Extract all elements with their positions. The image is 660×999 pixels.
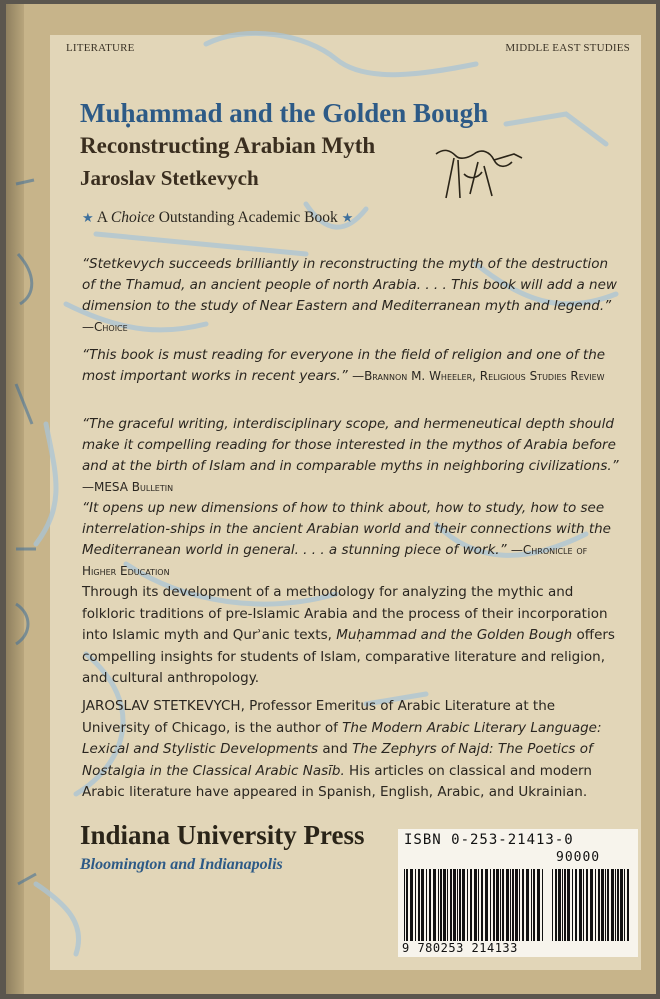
bio-book-title: The Zephyrs of Najd: The Poetics of Nostalgia in the Classical Arabic Nasīb. [82, 741, 593, 779]
barcode-bar [601, 869, 604, 941]
award-line [82, 209, 353, 227]
price-barcode-bars [552, 869, 630, 941]
barcode-bar [506, 869, 509, 941]
barcode-bar [490, 869, 491, 941]
barcode-bar [429, 869, 431, 941]
category-left: LITERATURE [66, 42, 135, 54]
category-right: MIDDLE EAST STUDIES [505, 42, 630, 54]
bio-text: His articles on classical and modern Arabic literature have appeared in Spanish, English, Arabic, and Ukrainian. [82, 762, 592, 800]
barcode-bar [453, 869, 456, 941]
barcode-bar [438, 869, 439, 941]
isbn-barcode [398, 829, 638, 957]
bio-text: JAROSLAV STETKEVYCH, Professor Emeritus of Arabic Literature at the University of Chicago, is the author of [82, 698, 556, 736]
barcode-bar [404, 869, 405, 941]
barcode-bar [595, 869, 596, 941]
barcode-bar [500, 869, 501, 941]
barcode-bar [564, 869, 566, 941]
quote-text: “It opens up new dimensions of how to think about, how to study, how to see interrelation-ships in the ancient Arabian world and their connections with the Mediterranean world in general. . . . a stunning piece of work.” [82, 500, 611, 558]
barcode-bar [470, 869, 472, 941]
barcode-bar [558, 869, 561, 941]
ean-text: 9 780253 214133 [402, 941, 518, 955]
award-suffix: Outstanding Academic Book [158, 209, 338, 226]
book-back-cover [6, 4, 656, 994]
quote-text: “Stetkevych succeeds brilliantly in reconstructing the myth of the destruction of the Thamud, an ancient people of north Arabia. . . . This book will add a new dimension to the study of Near Eastern and Mediterranean myth and legend.” [82, 256, 617, 314]
barcode-bar [457, 869, 458, 941]
barcode-bar [605, 869, 606, 941]
barcode-bar [562, 869, 563, 941]
barcode-bar [512, 869, 514, 941]
barcode-bar [510, 869, 511, 941]
award-prefix: A [96, 209, 108, 226]
quote-attribution: —MESA Bulletin [82, 480, 174, 494]
barcode-bar [481, 869, 483, 941]
barcode-bar [433, 869, 436, 941]
review-quote [82, 345, 622, 387]
publisher-cities: Bloomington and Indianapolis [80, 856, 283, 873]
barcode-bar [406, 869, 408, 941]
book-title: Muḥammad and the Golden Bough [80, 98, 489, 128]
barcode-bar [493, 869, 495, 941]
barcode-bar [421, 869, 424, 941]
barcode-bar [575, 869, 577, 941]
quote-text: “The graceful writing, interdisciplinary scope, and hermeneutical depth should make it compelling reading for those interested in the mythos of Arabia before and at the birth of Islam and in comparable myths in neighboring civilizations.” [82, 416, 619, 474]
bio-book-title: The Modern Arabic Literary Language: Lexical and Stylistic Developments [82, 719, 602, 757]
description-title: Muḥammad and the Golden Bough [336, 627, 573, 643]
barcode-bar [515, 869, 518, 941]
quote-attribution: —Chronicle of Higher Education [82, 543, 588, 578]
quote-attribution: —Choice [82, 320, 128, 334]
barcode-bar [467, 869, 468, 941]
barcode-bar [485, 869, 488, 941]
bio-text: and [322, 741, 348, 757]
barcode-bar [418, 869, 420, 941]
barcode-bar [531, 869, 532, 941]
barcode-bar [443, 869, 446, 941]
quote-attribution: —Brannon M. Wheeler, Religious Studies Review [352, 369, 605, 383]
barcode-bar [440, 869, 442, 941]
barcode-bar [620, 869, 623, 941]
star-icon: ★ [82, 210, 94, 225]
barcode-bar [519, 869, 520, 941]
barcode-bar [474, 869, 477, 941]
barcode-bar [624, 869, 625, 941]
description-text: offers compelling insights for students of Islam, comparative literature and religion, and cultural anthropology. [82, 627, 615, 686]
review-quote [82, 254, 622, 338]
book-description [82, 582, 622, 690]
barcode-bar [478, 869, 479, 941]
barcode-bar [447, 869, 448, 941]
barcode-bar [410, 869, 413, 941]
barcode-bar [459, 869, 461, 941]
barcode-bar [583, 869, 584, 941]
barcode-bar [537, 869, 540, 941]
barcode-bar [627, 869, 629, 941]
barcode-bar [526, 869, 529, 941]
barcode-bar [579, 869, 582, 941]
barcode-bar [615, 869, 616, 941]
barcode-bar [426, 869, 427, 941]
barcode-bar [522, 869, 524, 941]
barcode-bar [590, 869, 593, 941]
barcode-bar [598, 869, 600, 941]
barcode-bar [415, 869, 416, 941]
barcode-bar [607, 869, 609, 941]
barcode-bar [611, 869, 614, 941]
barcode-bar [555, 869, 557, 941]
book-subtitle: Reconstructing Arabian Myth [80, 133, 376, 158]
camel-rider-icon [434, 144, 524, 204]
barcode-bar [586, 869, 588, 941]
barcode-bar [496, 869, 499, 941]
barcode-bar [552, 869, 553, 941]
book-author: Jaroslav Stetkevych [80, 166, 259, 190]
barcode-bar [567, 869, 570, 941]
ean-barcode-bars [404, 869, 546, 941]
award-choice: Choice [110, 209, 155, 226]
barcode-bar [502, 869, 504, 941]
barcode-bar [462, 869, 465, 941]
barcode-bar [450, 869, 452, 941]
author-bio [82, 696, 622, 804]
barcode-bar [617, 869, 619, 941]
barcode-bar [572, 869, 573, 941]
star-icon: ★ [341, 210, 354, 225]
isbn-text: ISBN 0-253-21413-0 [404, 832, 574, 848]
quote-text: “This book is must reading for everyone in the field of religion and one of the most important works in recent years.” [82, 347, 606, 384]
barcode-bar [542, 869, 543, 941]
description-text: Through its development of a methodology for analyzing the mythic and folkloric traditions of pre-Islamic Arabia and the process of their incorporation into Islamic myth and Qurʾanic texts, [82, 584, 608, 643]
review-quote [82, 498, 622, 582]
review-quote [82, 414, 622, 498]
publisher-name: Indiana University Press [80, 820, 365, 850]
barcode-bar [533, 869, 535, 941]
price-code: 90000 [556, 850, 601, 865]
